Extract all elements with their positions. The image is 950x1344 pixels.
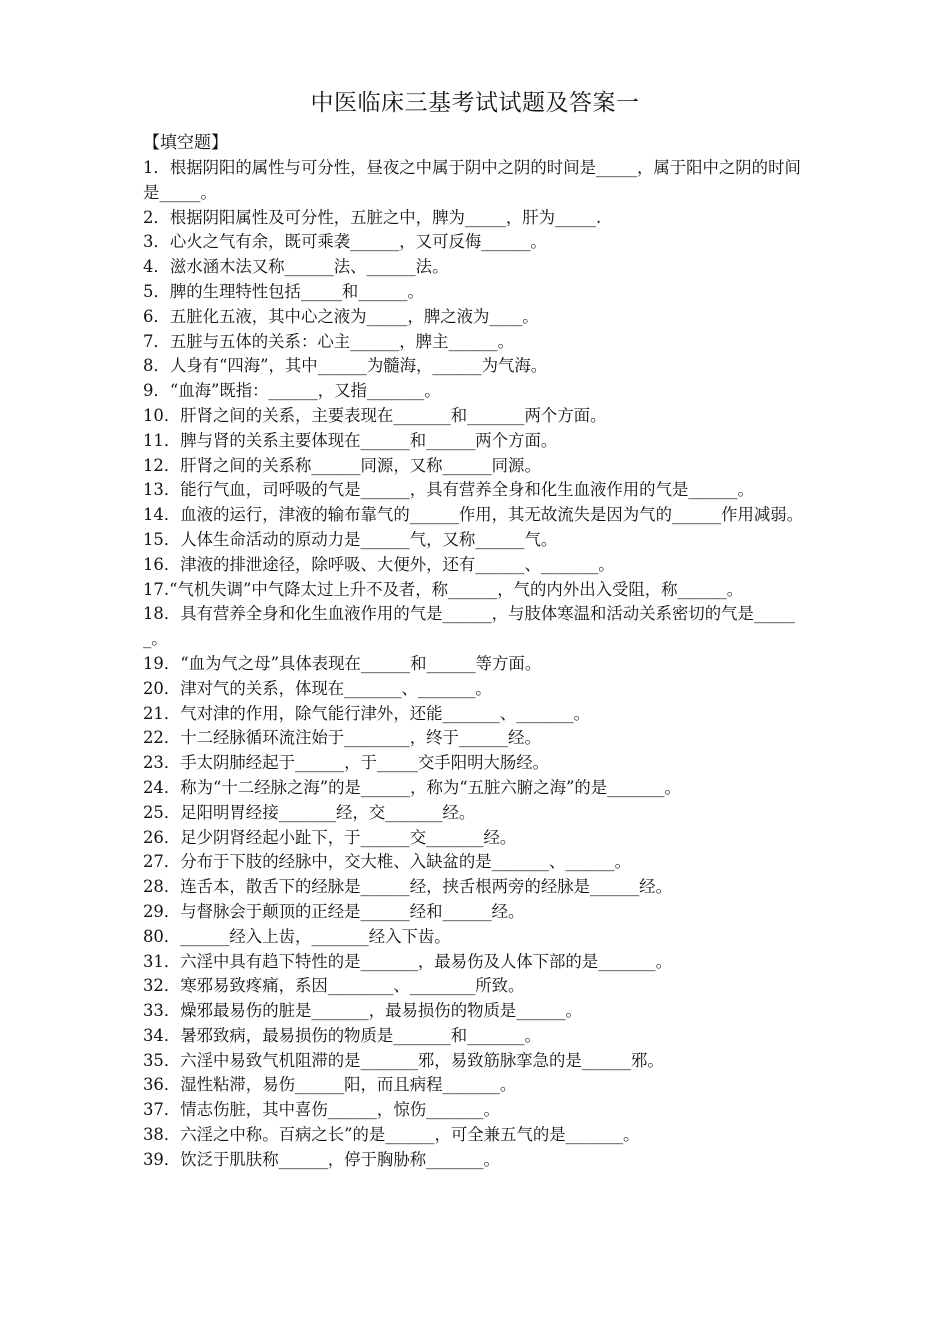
question-item: 27．分布于下肢的经脉中，交大椎、入缺盆的是_______、______。 — [143, 852, 631, 872]
question-item: 4．滋水涵木法又称______法、______法。 — [143, 257, 449, 277]
document-title: 中医临床三基考试试题及答案一 — [310, 90, 640, 116]
question-item: 2．根据阴阳属性及可分性，五脏之中，脾为_____，肝为_____. — [143, 207, 602, 227]
question-item: 36．湿性粘滞，易伤______阳，而且病程_______。 — [143, 1075, 517, 1095]
question-item: 5．脾的生理特性包括_____和______。 — [143, 281, 424, 301]
question-item: 18．具有营养全身和化生血液作用的气是______，与肢体寒温和活动关系密切的气是______。 — [143, 604, 795, 649]
section-heading: 【填空题】 — [143, 133, 228, 153]
question-item: 33．燥邪最易伤的脏是_______，最易损伤的物质是______。 — [143, 1001, 582, 1021]
question-item: 28．连舌本，散舌下的经脉是______经，挟舌根两旁的经脉是______经。 — [143, 877, 672, 897]
question-item: 29．与督脉会于颠顶的正经是______经和______经。 — [143, 901, 525, 921]
question-item: 37．情志伤脏，其中喜伤______，惊伤_______。 — [143, 1100, 500, 1120]
question-item: 12．肝肾之间的关系称______同源，又称______同源。 — [143, 455, 541, 475]
question-item: 38．六淫之中称。百病之长”的是______，可全兼五气的是_______。 — [143, 1125, 640, 1145]
question-item: 9．“血海”既指：______，又指_______。 — [143, 381, 441, 401]
question-item: 35．六淫中易致气机阻滞的是_______邪，易致筋脉挛急的是______邪。 — [143, 1050, 664, 1070]
question-item: 19．“血为气之母”具体表现在______和______等方面。 — [143, 653, 542, 673]
question-item: 7．五脏与五体的关系：心主______，脾主______。 — [143, 331, 515, 351]
question-item: 24．称为“十二经脉之海”的是______，称为“五脏六腑之海”的是_______。 — [143, 777, 681, 797]
question-item: 32．寒邪易致疼痛，系因________、________所致。 — [143, 976, 525, 996]
question-item: 16．津液的排泄途径，除呼吸、大便外，还有______、_______。 — [143, 554, 615, 574]
question-item: 39．饮泛于肌肤称______，停于胸胁称_______。 — [143, 1149, 500, 1169]
question-item: 1．根据阴阳的属性与可分性，昼夜之中属于阴中之阴的时间是_____，属于阳中之阴的时间是_____。 — [143, 158, 801, 202]
question-item: 13．能行气血，司呼吸的气是______，具有营养全身和化生血液作用的气是______。 — [143, 480, 754, 500]
question-item: 26．足少阴肾经起小趾下，于______交_______经。 — [143, 827, 517, 847]
question-item: 21．气对津的作用，除气能行津外，还能_______、_______。 — [143, 703, 591, 723]
question-item: 31．六淫中具有趋下特性的是_______，最易伤及人体下部的是_______。 — [143, 951, 672, 971]
question-item: 22．十二经脉循环流注始于________，终于______经。 — [143, 728, 541, 748]
question-item: 6．五脏化五液，其中心之液为_____，脾之液为____。 — [143, 306, 539, 326]
question-item: 23．手太阴肺经起于______，于_____交手阳明大肠经。 — [143, 753, 550, 773]
question-item: 25．足阳明胃经接_______经，交_______经。 — [143, 802, 476, 822]
question-item: 8．人身有“四海”，其中______为髓海，______为气海。 — [143, 356, 548, 376]
question-item: 14．血液的运行，津液的输布靠气的______作用，其无故流失是因为气的______作用减弱。 — [143, 505, 804, 525]
question-item: 15．人体生命活动的原动力是______气，又称______气。 — [143, 529, 558, 549]
question-item: 3．心火之气有余，既可乘袭______，又可反侮______。 — [143, 232, 547, 252]
question-item: 34．暑邪致病，最易损伤的物质是_______和_______。 — [143, 1025, 541, 1045]
document-content — [143, 132, 811, 1173]
question-item: 17.“气机失调”中气降太过上升不及者，称______，气的内外出入受阻，称______。 — [143, 579, 744, 599]
question-item: 10．肝肾之间的关系，主要表现在_______和_______两个方面。 — [143, 405, 607, 425]
question-item: 20．津对气的关系，体现在_______、_______。 — [143, 678, 492, 698]
question-list — [143, 156, 811, 1173]
question-item: 11．脾与肾的关系主要体现在______和______两个方面。 — [143, 430, 558, 450]
question-item: 80．______经入上齿，_______经入下齿。 — [143, 926, 451, 946]
